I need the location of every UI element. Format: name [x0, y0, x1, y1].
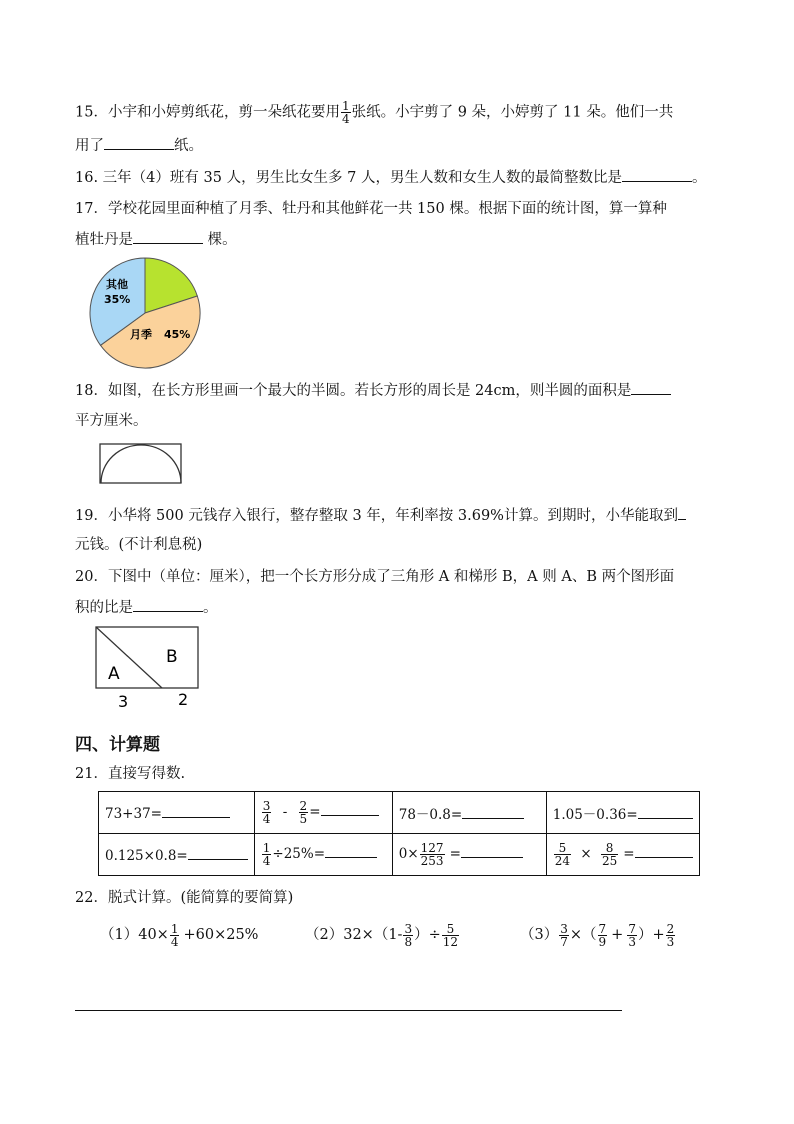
- table-cell: $\frac{1}{4}$ ÷25%=: [254, 834, 392, 876]
- pie-label-yueji: 月季: [130, 328, 152, 341]
- q20-line1: 20．下图中（单位：厘米），把一个长方形分成了三角形 A 和梯形 B，A 则 A、B 两个图形面: [75, 569, 675, 585]
- table-cell: 78－0.8=: [392, 792, 546, 834]
- answer-blank[interactable]: [461, 843, 523, 858]
- section-title: 四、计算题: [75, 735, 160, 755]
- calc-table: [98, 791, 700, 876]
- dimension-3: 3: [118, 692, 129, 711]
- answer-blank[interactable]: [133, 597, 203, 612]
- q18-line2: 平方厘米。: [75, 413, 148, 429]
- q16-line: 16. 三年（4）班有 35 人，男生比女生多 7 人，男生人数和女生人数的最简整数比是 。: [75, 167, 707, 188]
- label-b: B: [166, 647, 178, 667]
- q22-part3: （3） $\frac{3}{7}$ ×（ $\frac{7}{9}$ + $\frac{7}{3}$ ）+ $\frac{2}{3}$: [520, 921, 675, 949]
- q20-line2: 积的比是 。: [75, 597, 218, 618]
- answer-blank[interactable]: [638, 804, 693, 819]
- table-cell: $\frac{3}{4}$ - $\frac{2}{5}$ =: [254, 792, 392, 834]
- q22-part1: （1）40× $\frac{1}{4}$ +60×25%: [100, 921, 259, 949]
- answer-blank[interactable]: [162, 803, 230, 818]
- table-cell: 0× $\frac{127}{253}$ =: [392, 834, 546, 876]
- answer-blank[interactable]: [678, 505, 686, 520]
- rectangle: [100, 444, 181, 483]
- answer-blank[interactable]: [462, 804, 524, 819]
- table-cell: 1.05－0.36=: [546, 792, 699, 834]
- answer-blank[interactable]: [325, 843, 377, 858]
- pie-value-yueji: 45%: [164, 328, 191, 341]
- pie-value-other: 35%: [104, 293, 131, 306]
- table-cell: 0.125×0.8=: [99, 834, 255, 876]
- pie-chart: [88, 256, 203, 371]
- q22-title: 22．脱式计算。(能简算的要简算): [75, 890, 294, 906]
- table-row: [99, 792, 700, 834]
- q17-line1: 17．学校花园里面种植了月季、牡丹和其他鲜花一共 150 棵。根据下面的统计图，算一算种: [75, 201, 667, 217]
- label-a: A: [108, 664, 120, 684]
- q15-line2: 用了 纸。: [75, 135, 203, 156]
- answer-blank[interactable]: [104, 135, 174, 150]
- answer-blank[interactable]: [631, 380, 671, 395]
- table-cell: 73+37=: [99, 792, 255, 834]
- q22-part2: （2）32×（1- $\frac{3}{8}$ ）÷ $\frac{5}{12}$: [305, 921, 459, 949]
- q19-line2: 元钱。(不计利息税): [75, 537, 203, 553]
- table-row: [99, 834, 700, 876]
- rectangle-semicircle-figure: [99, 443, 183, 485]
- answer-blank[interactable]: [622, 167, 692, 182]
- pie-label-other: 其他: [106, 278, 128, 291]
- bottom-rule: [75, 1010, 622, 1011]
- q15-line1: 15．小宇和小婷剪纸花，剪一朵纸花要用 $\frac{1}{4}$ 张纸。小宇剪了 9 朵，小婷剪了 11 朵。他们一共: [75, 99, 674, 126]
- table-cell: $\frac{5}{24}$ × $\frac{8}{25}$ =: [546, 834, 699, 876]
- rectangle-triangle-trapezoid-figure: [92, 624, 202, 714]
- dividing-line: [96, 627, 162, 688]
- q17-line2: 植牡丹是 棵。: [75, 229, 237, 250]
- answer-blank[interactable]: [133, 229, 203, 244]
- q15-number: 15．: [75, 104, 108, 121]
- answer-blank[interactable]: [635, 843, 693, 858]
- dimension-2: 2: [178, 690, 189, 709]
- answer-blank[interactable]: [321, 801, 379, 816]
- semicircle: [101, 445, 181, 483]
- q21-title: 21．直接写得数.: [75, 766, 186, 782]
- q19-line1: 19．小华将 500 元钱存入银行，整存整取 3 年，年利率按 3.69%计算。到期时，小华能取到: [75, 505, 686, 526]
- q18-line1: 18．如图，在长方形里画一个最大的半圆。若长方形的周长是 24cm，则半圆的面积是: [75, 380, 671, 401]
- answer-blank[interactable]: [188, 845, 248, 860]
- fraction: $\frac{1}{4}$: [341, 99, 350, 126]
